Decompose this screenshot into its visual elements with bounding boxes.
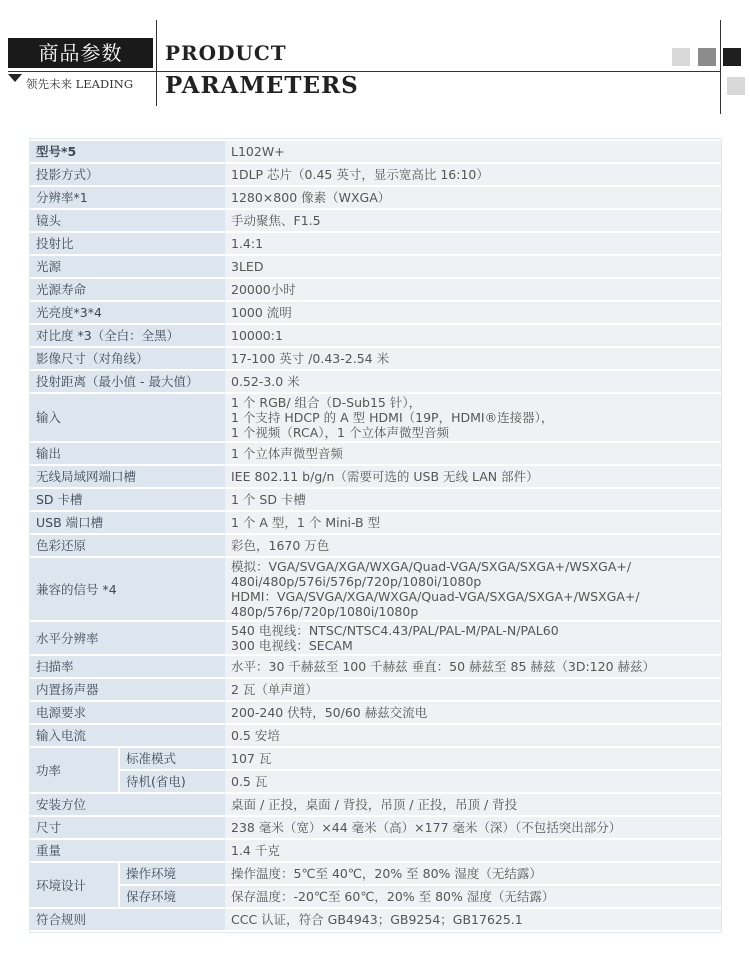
spec-value: 1280×800 像素（WXGA）: [225, 187, 721, 208]
spec-value: 1.4:1: [225, 233, 721, 254]
table-row: [30, 512, 721, 533]
value-line: 1 个 RGB/ 组合（D-Sub15 针），: [231, 395, 422, 410]
table-row: [30, 256, 721, 277]
table-row: [30, 863, 721, 884]
spec-value: CCC 认证，符合 GB4943；GB9254；GB17625.1: [225, 909, 721, 930]
table-row: [30, 794, 721, 815]
spec-key: 光源寿命: [30, 279, 225, 300]
light-square-icon: [672, 48, 690, 66]
table-row: [30, 748, 721, 769]
spec-value: [225, 558, 721, 620]
spec-value: 0.5 安培: [225, 725, 721, 746]
spec-key: 环境设计: [30, 863, 118, 907]
spec-key: 电源要求: [30, 702, 225, 723]
spec-key: 重量: [30, 840, 225, 861]
table-row: [30, 210, 721, 231]
spec-key: 影像尺寸（对角线）: [30, 348, 225, 369]
spec-key: 镜头: [30, 210, 225, 231]
spec-value: 操作温度：5℃至 40℃，20% 至 80% 湿度（无结露）: [225, 863, 721, 884]
value-line: 1 个支持 HDCP 的 A 型 HDMI（19P，HDMI®连接器），: [231, 410, 554, 425]
spec-key: 尺寸: [30, 817, 225, 838]
spec-key: SD 卡槽: [30, 489, 225, 510]
spec-value: 0.52-3.0 米: [225, 371, 721, 392]
spec-value: L102W+: [225, 141, 721, 162]
table-row: [30, 279, 721, 300]
table-row: [30, 371, 721, 392]
spec-key: 输入: [30, 394, 225, 441]
spec-key: 内置扬声器: [30, 679, 225, 700]
spec-value: [225, 394, 721, 441]
value-line: 300 电视线：SECAM: [231, 638, 353, 653]
spec-value: 10000:1: [225, 325, 721, 346]
spec-key: 投射比: [30, 233, 225, 254]
spec-subkey: 标准模式: [118, 748, 225, 769]
table-row: [30, 679, 721, 700]
value-line: HDMI：VGA/SVGA/XGA/WXGA/Quad-VGA/SXGA/SXGA+/WSXGA+/: [231, 589, 640, 604]
spec-value: 3LED: [225, 256, 721, 277]
spec-value: 0.5 瓦: [225, 771, 721, 792]
spec-key: 投影方式）: [30, 164, 225, 185]
spec-value: 保存温度：-20℃至 60℃，20% 至 80% 湿度（无结露）: [225, 886, 721, 907]
spec-value: 17-100 英寸 /0.43-2.54 米: [225, 348, 721, 369]
table-row: [30, 141, 721, 162]
table-row: [30, 817, 721, 838]
spec-key: 光源: [30, 256, 225, 277]
table-row: [30, 348, 721, 369]
table-row: [30, 489, 721, 510]
spec-key: 安装方位: [30, 794, 225, 815]
table-row: [30, 394, 721, 441]
spec-value: IEE 802.11 b/g/n（需要可选的 USB 无线 LAN 部件）: [225, 466, 721, 487]
table-row: [30, 725, 721, 746]
spec-value: 2 瓦（单声道）: [225, 679, 721, 700]
spec-value: 彩色，1670 万色: [225, 535, 721, 556]
spec-value: 手动聚焦、F1.5: [225, 210, 721, 231]
table-row: [30, 702, 721, 723]
spec-key: 无线局域网端口槽: [30, 466, 225, 487]
spec-key: 投射距离（最小值 - 最大值）: [30, 371, 225, 392]
spec-key: 分辨率*1: [30, 187, 225, 208]
spec-value: 1.4 千克: [225, 840, 721, 861]
table-row: [30, 909, 721, 930]
brand-slogan: 领先未来 LEADING: [26, 77, 134, 91]
table-row: [30, 443, 721, 464]
spec-value: 107 瓦: [225, 748, 721, 769]
section-title-cn: 商品参数: [8, 38, 153, 68]
table-row: [30, 302, 721, 323]
table-row: [30, 325, 721, 346]
page-header: [0, 0, 750, 120]
value-line: 模拟：VGA/SVGA/XGA/WXGA/Quad-VGA/SXGA/SXGA+/WSXGA+/: [231, 559, 632, 574]
spec-key: 对比度 *3（全白：全黑）: [30, 325, 225, 346]
spec-key: 型号*5: [30, 141, 225, 162]
divider-vertical: [156, 20, 157, 106]
value-line: 480i/480p/576i/576p/720p/1080i/1080p: [231, 574, 482, 589]
spec-key: USB 端口槽: [30, 512, 225, 533]
table-row: [30, 840, 721, 861]
table-row: [30, 187, 721, 208]
spec-value: 1000 流明: [225, 302, 721, 323]
triangle-down-icon: [8, 74, 22, 82]
table-row: [30, 233, 721, 254]
light-square-icon: [727, 77, 745, 95]
value-line: 1 个视频（RCA），1 个立体声微型音频: [231, 425, 449, 440]
table-row: [30, 535, 721, 556]
section-title-en-line2: PARAMETERS: [165, 72, 359, 99]
table-row: [30, 558, 721, 620]
spec-value: 20000小时: [225, 279, 721, 300]
spec-subkey: 保存环境: [118, 886, 225, 907]
spec-value: 1 个 A 型，1 个 Mini-B 型: [225, 512, 721, 533]
value-line: 540 电视线：NTSC/NTSC4.43/PAL/PAL-M/PAL-N/PAL60: [231, 623, 559, 638]
spec-key: 输出: [30, 443, 225, 464]
table-row: [30, 164, 721, 185]
spec-key: 光亮度*3*4: [30, 302, 225, 323]
section-title-en-line1: PRODUCT: [165, 41, 287, 65]
spec-table: [30, 139, 721, 932]
spec-key: 扫描率: [30, 656, 225, 677]
spec-key: 符合规则: [30, 909, 225, 930]
table-row: [30, 466, 721, 487]
table-row: [30, 771, 721, 792]
table-row: [30, 886, 721, 907]
spec-subkey: 操作环境: [118, 863, 225, 884]
spec-subkey: 待机(省电): [118, 771, 225, 792]
gray-square-icon: [698, 48, 716, 66]
spec-value: 1 个 SD 卡槽: [225, 489, 721, 510]
value-line: 480p/576p/720p/1080i/1080p: [231, 604, 419, 619]
table-row: [30, 656, 721, 677]
spec-key: 输入电流: [30, 725, 225, 746]
dark-square-icon: [723, 48, 741, 66]
spec-key: 兼容的信号 *4: [30, 558, 225, 620]
spec-value: 1DLP 芯片（0.45 英寸，显示宽高比 16:10）: [225, 164, 721, 185]
divider-horizontal: [8, 71, 720, 72]
spec-value: 桌面 / 正投，桌面 / 背投，吊顶 / 正投，吊顶 / 背投: [225, 794, 721, 815]
spec-value: 1 个立体声微型音频: [225, 443, 721, 464]
spec-value: 238 毫米（宽）×44 毫米（高）×177 毫米（深）（不包括突出部分）: [225, 817, 721, 838]
spec-key: 水平分辨率: [30, 622, 225, 654]
table-row: [30, 622, 721, 654]
spec-key: 功率: [30, 748, 118, 792]
spec-key: 色彩还原: [30, 535, 225, 556]
spec-value: 水平：30 千赫兹至 100 千赫兹 垂直：50 赫兹至 85 赫兹（3D:120 赫兹）: [225, 656, 721, 677]
spec-value: [225, 622, 721, 654]
divider-vertical-right: [720, 20, 721, 114]
spec-value: 200-240 伏特，50/60 赫兹交流电: [225, 702, 721, 723]
